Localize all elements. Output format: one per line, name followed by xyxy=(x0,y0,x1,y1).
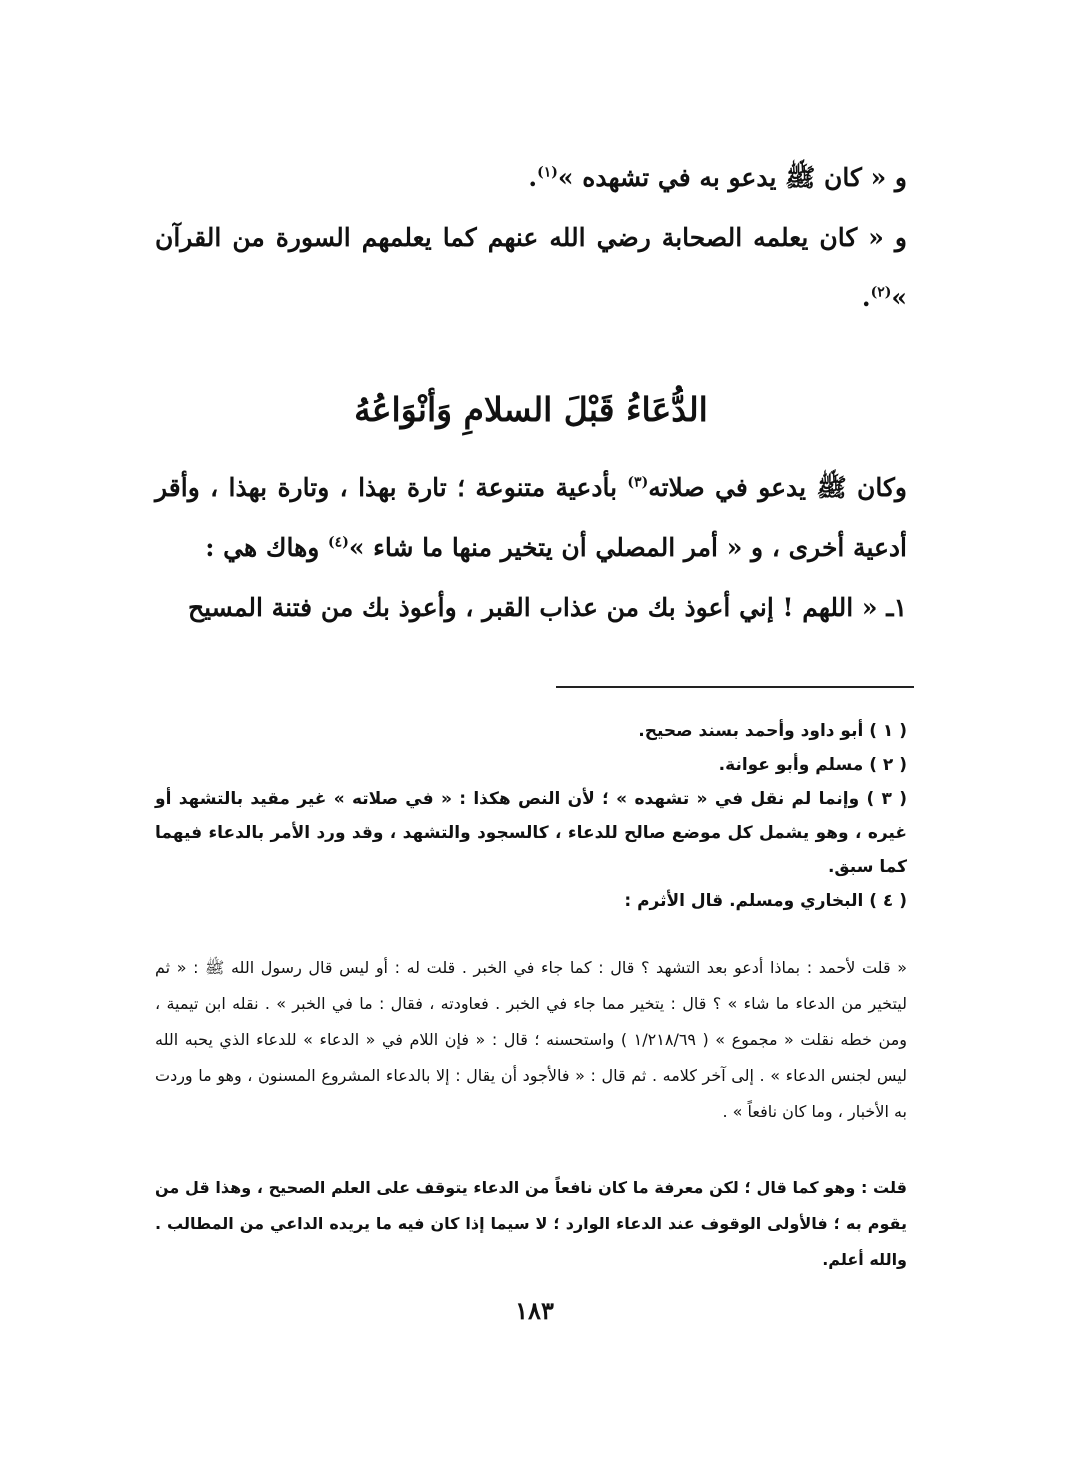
footnote-4: ( ٤ ) البخاري ومسلم. قال الأثرم : xyxy=(624,891,907,911)
author-note: قلت : وهو كما قال ؛ لكن معرفة ما كان نافعاً من الدعاء يتوقف على العلم الصحيح ، وهذا قل من يقوم به ؛ فالأولى الوقوف عند الدعاء الوارد ؛ لا سيما إذا كان فيه ما يريده الداعي من المطالب . والله أعلم. xyxy=(155,1178,907,1269)
footnote-2: ( ٢ ) مسلم وأبو عوانة. xyxy=(718,755,907,775)
intro-line-2-end: . xyxy=(861,283,871,312)
intro-line-1-text: و « كان ﷺ يدعو به في تشهده » xyxy=(557,163,907,192)
section-paragraph-part-b: بأدعية متنوعة ؛ تارة بهذا ، وتارة بهذا ، وأقر أدعية أخرى ، و « أمر المصلي أن يتخير منها ما شاء » xyxy=(155,473,907,562)
page-number: ١٨٣ xyxy=(515,1296,554,1325)
intro-line-2 xyxy=(155,208,907,328)
intro-line-2-text: و « كان يعلمه الصحابة رضي الله عنهم كما يعلمهم السورة من القرآن » xyxy=(155,223,907,312)
footnote-ref-3: (٣) xyxy=(627,474,649,491)
footnote-ref-2: (٢) xyxy=(870,284,892,301)
dua-item-1: ١ـ « اللهم ! إني أعوذ بك من عذاب القبر ، وأعوذ بك من فتنة المسيح xyxy=(187,593,907,622)
footnote-ref-4: (٤) xyxy=(328,534,349,551)
footnote-divider xyxy=(556,686,914,688)
section-paragraph-part-a: وكان ﷺ يدعو في صلاته xyxy=(648,473,907,502)
author-note-block xyxy=(155,1170,907,1278)
section-paragraph-part-c: وهاك هي : xyxy=(205,533,329,562)
footnote-4-quote-block xyxy=(155,950,907,1130)
intro-line-1-end: . xyxy=(528,163,538,192)
footnote-1: ( ١ ) أبو داود وأحمد بسند صحيح. xyxy=(638,721,907,741)
footnote-3: ( ٣ ) وإنما لم نقل في « تشهده » ؛ لأن النص هكذا : « في صلاته » غير مقيد بالتشهد أو غيره ، وهو يشمل كل موضع صالح للدعاء ، كالسجود والتشهد ، وقد ورد الأمر بالدعاء فيهما كما سبق. xyxy=(155,789,907,877)
section-body xyxy=(155,458,907,638)
section-heading: الدُّعَاءُ قَبْلَ السلامِ وَأنْوَاعُهُ xyxy=(354,390,708,429)
section-paragraph xyxy=(155,458,907,578)
footnotes xyxy=(155,714,907,918)
intro-paragraphs xyxy=(155,148,907,328)
footnote-4-quote: « قلت لأحمد : بماذا أدعو بعد التشهد ؟ قال : كما جاء في الخبر . قلت له : أو ليس قال رسول الله ﷺ : « ثم ليتخير من الدعاء ما شاء » ؟ قال : يتخير مما جاء في الخبر . فعاودته ، فقال : ما في الخبر » . نقله ابن تيمية ، ومن خطه نقلت « مجموع » ( ١/٢١٨/٦٩ ) واستحسنه ؛ قال : « فإن اللام في « الدعاء » للدعاء الذي يحبه الله ليس لجنس الدعاء » . إلى آخر كلامه . ثم قال : « فالأجود أن يقال : إلا بالدعاء المشروع المسنون ، وهو ما وردت به الأخبار ، وما كان نافعاً » . xyxy=(155,958,908,1121)
intro-line-1 xyxy=(155,148,907,208)
footnote-ref-1: (١) xyxy=(537,164,558,181)
